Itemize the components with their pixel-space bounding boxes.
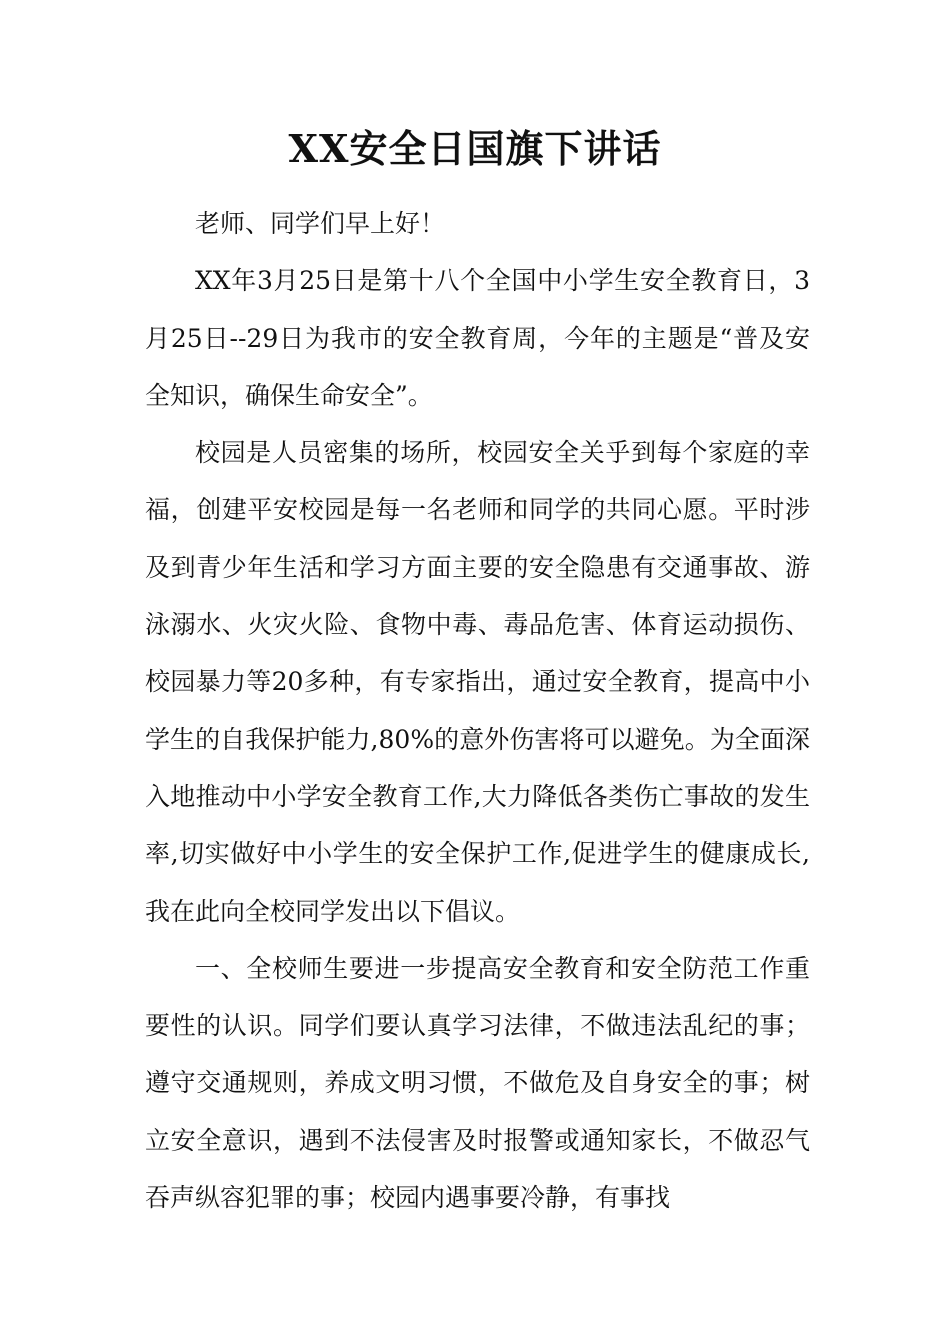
- document-title: XX安全日国旗下讲话: [288, 126, 662, 171]
- paragraph-campus-safety: 校园是人员密集的场所，校园安全关乎到每个家庭的幸福，创建平安校园是每一名老师和同学的共同心愿。平时涉及到青少年生活和学习方面主要的安全隐患有交通事故、游泳溺水、火灾火险、食物中毒、毒品危害、体育运动损伤、校园暴力等20多种，有专家指出，通过安全教育，提高中小学生的自我保护能力,80%的意外伤害将可以避免。为全面深入地推动中小学安全教育工作,大力降低各类伤亡事故的发生率,切实做好中小学生的安全保护工作,促进学生的健康成长,我在此向全校同学发出以下倡议。: [145, 438, 810, 926]
- document-body: [145, 195, 810, 1226]
- paragraph-safety-day: XX年3月25日是第十八个全国中小学生安全教育日，3月25日--29日为我市的安全教育周，今年的主题是“普及安全知识，确保生命安全”。: [145, 266, 810, 410]
- paragraph-greeting: 老师、同学们早上好！: [195, 209, 446, 238]
- paragraph-initiative-one: 一、全校师生要进一步提高安全教育和安全防范工作重要性的认识。同学们要认真学习法律，不做违法乱纪的事；遵守交通规则，养成文明习惯，不做危及自身安全的事；树立安全意识，遇到不法侵害及时报警或通知家长，不做忍气吞声纵容犯罪的事；校园内遇事要冷静，有事找: [145, 953, 810, 1213]
